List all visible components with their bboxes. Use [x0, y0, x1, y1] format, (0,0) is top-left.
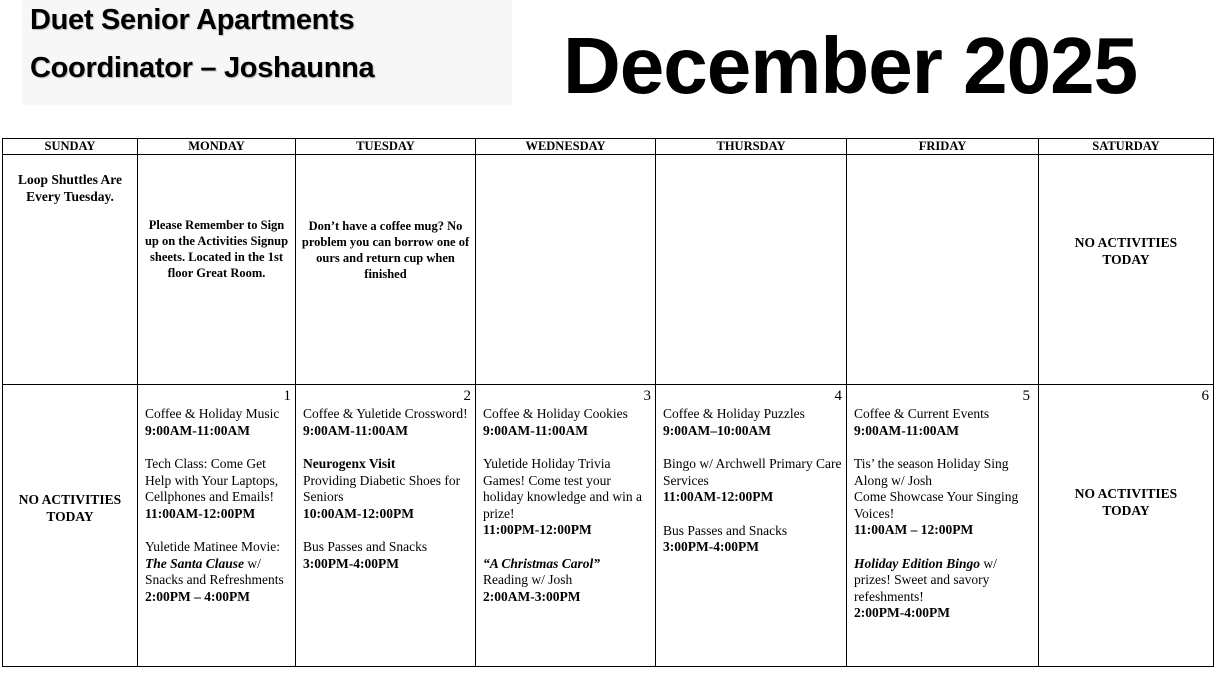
event-title: Coffee & Holiday Music [145, 406, 280, 421]
event-title-suffix: w/ prizes! Sweet and savory refeshments! [854, 555, 997, 604]
weekday-wednesday: WEDNESDAY [476, 139, 656, 155]
event [663, 456, 843, 506]
event [303, 406, 472, 439]
event-title-prefix: Yuletide Matinee Movie: [145, 539, 280, 554]
event-time: 2:00PM – 4:00PM [145, 588, 250, 604]
weekday-sunday: SUNDAY [3, 139, 138, 155]
property-name: Duet Senior Apartments [30, 4, 355, 36]
day-1-cell [138, 385, 296, 667]
week1-monday-cell [138, 155, 296, 385]
week1-friday-cell [847, 155, 1039, 385]
event-time: 11:00PM-12:00PM [483, 522, 592, 537]
weekday-thursday: THURSDAY [656, 139, 847, 155]
week1-tuesday-cell [296, 155, 476, 385]
event [854, 406, 1035, 439]
event-time: 3:00PM-4:00PM [303, 555, 399, 571]
event [663, 406, 843, 439]
day-events [303, 406, 472, 589]
event [854, 556, 1035, 622]
day-6-cell [1039, 385, 1214, 667]
coordinator-name: Coordinator – Joshaunna [30, 52, 375, 84]
day-number: 3 [643, 388, 651, 404]
calendar-grid [2, 138, 1214, 667]
event-time: 11:00AM-12:00PM [663, 489, 774, 504]
day-4-cell [656, 385, 847, 667]
event [483, 406, 652, 439]
no-activities-note: NO ACTIVITIES TODAY [1074, 486, 1178, 518]
event-description: Reading w/ Josh [483, 572, 573, 587]
day-2-cell [296, 385, 476, 667]
weekday-header-row [3, 139, 1214, 155]
event-time: 11:00AM – 12:00PM [854, 522, 974, 537]
event-time: 10:00AM-12:00PM [303, 505, 414, 521]
event [663, 523, 843, 556]
event-name: “A Christmas Carol” [483, 555, 601, 571]
event [854, 456, 1035, 539]
event-title: Tech Class: Come Get Help with Your Laptops, Cellphones and Emails! [145, 456, 279, 504]
movie-title: The Santa Clause [145, 555, 245, 571]
event-title: Bus Passes and Snacks [663, 522, 788, 538]
week-2-row [3, 385, 1214, 667]
event-time: 9:00AM–10:00AM [663, 422, 771, 438]
week-1-row [3, 155, 1214, 385]
event-title: Coffee & Yuletide Crossword! [303, 406, 468, 421]
weekday-friday: FRIDAY [847, 139, 1039, 155]
day-number: 6 [1201, 388, 1209, 404]
week2-sunday-cell [3, 385, 138, 667]
event-time: 2:00AM-3:00PM [483, 588, 581, 604]
day-events [663, 406, 843, 573]
day-number: 2 [463, 388, 471, 404]
event-name: Neurogenx Visit [303, 456, 396, 471]
event-title: Bus Passes and Snacks [303, 539, 428, 554]
event [303, 456, 472, 522]
week1-saturday-cell [1039, 155, 1214, 385]
shuttle-note: Loop Shuttles Are Every Tuesday. [17, 172, 123, 204]
event-title-suffix: w/ Snacks and Refreshments [145, 555, 284, 587]
event-time: 2:00PM-4:00PM [854, 605, 950, 620]
signup-reminder-note: Please Remember to Sign up on the Activities Signup sheets. Located in the 1st floor Great Room. [144, 218, 289, 280]
event-title: Coffee & Current Events [854, 406, 990, 421]
event-description: Providing Diabetic Shoes for Seniors [303, 472, 461, 504]
event-time: 11:00AM-12:00PM [145, 505, 256, 521]
header-banner [22, 0, 512, 105]
no-activities-note: NO ACTIVITIES TODAY [18, 492, 122, 524]
event-title: Coffee & Holiday Cookies [483, 406, 628, 421]
event [483, 456, 652, 539]
coffee-mug-note: Don’t have a coffee mug? No problem you can borrow one of ours and return cup when finished [301, 219, 470, 281]
week1-sunday-cell [3, 155, 138, 385]
day-events [854, 406, 1035, 639]
event-title [145, 539, 292, 589]
weekday-monday: MONDAY [138, 139, 296, 155]
week1-thursday-cell [656, 155, 847, 385]
weekday-tuesday: TUESDAY [296, 139, 476, 155]
week1-wednesday-cell [476, 155, 656, 385]
day-number: 4 [834, 388, 842, 404]
event-time: 9:00AM-11:00AM [145, 422, 250, 438]
event-time: 9:00AM-11:00AM [303, 422, 408, 438]
event [145, 539, 292, 605]
event-title: Tis’ the season Holiday Sing Along w/ Josh [854, 456, 1009, 488]
day-number: 5 [1022, 388, 1030, 404]
weekday-saturday: SATURDAY [1039, 139, 1214, 155]
day-5-cell [847, 385, 1039, 667]
event [483, 556, 652, 606]
event-description: Come Showcase Your Singing Voices! [854, 489, 1019, 521]
event [145, 456, 292, 522]
event-title: Coffee & Holiday Puzzles [663, 406, 805, 421]
event-time: 9:00AM-11:00AM [854, 422, 959, 438]
day-3-cell [476, 385, 656, 667]
day-number: 1 [283, 388, 291, 404]
event-name: Holiday Edition Bingo [854, 555, 981, 571]
event [303, 539, 472, 572]
event-time: 3:00PM-4:00PM [663, 539, 759, 554]
event-title: Yuletide Holiday Trivia Games! Come test your holiday knowledge and win a prize! [483, 456, 642, 521]
event [145, 406, 292, 439]
event-title [854, 556, 1035, 606]
day-events [145, 406, 292, 622]
month-title: December 2025 [563, 21, 1138, 110]
event-time: 9:00AM-11:00AM [483, 422, 588, 438]
day-events [483, 406, 652, 622]
no-activities-note: NO ACTIVITIES TODAY [1074, 235, 1178, 267]
event-title: Bingo w/ Archwell Primary Care Services [663, 456, 842, 488]
